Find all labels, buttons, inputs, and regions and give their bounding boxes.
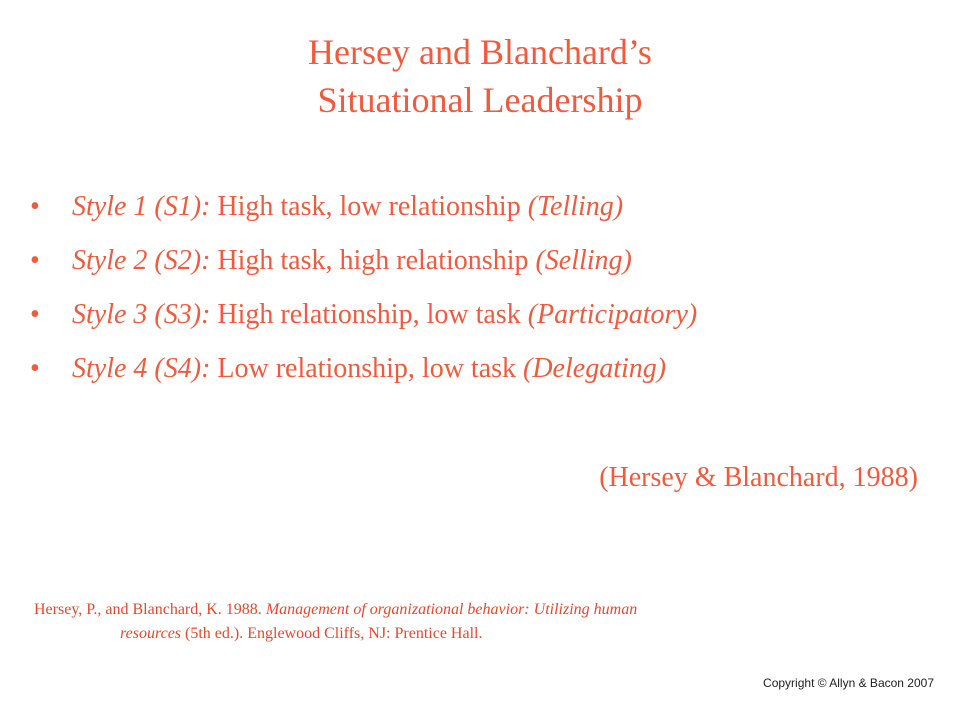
style-description: High relationship, low task [210,299,528,330]
reference-title-part-1: Management of organizational behavior: Utilizing human [265,601,638,618]
list-item-style-3 [30,298,930,332]
reference-line-1 [34,598,934,622]
bullet-icon: • [30,245,40,276]
style-label: Style 1 (S1): [72,191,211,222]
reference-line-2 [34,622,934,646]
style-label: Style 3 (S3): [72,299,211,330]
list-item-style-1 [30,190,930,224]
bullet-icon: • [30,191,40,222]
reference-title-part-2: resources [120,625,182,642]
title-line-1: Hersey and Blanchard’s [308,32,652,72]
leadership-styles-list [30,190,930,406]
list-item-style-2 [30,244,930,278]
style-type: (Telling) [527,191,624,222]
bullet-icon: • [30,299,40,330]
reference-authors: Hersey, P., and Blanchard, K. 1988. [34,601,266,618]
citation: (Hersey & Blanchard, 1988) [599,462,918,493]
style-label: Style 4 (S4): [72,353,211,384]
style-label: Style 2 (S2): [72,245,211,276]
title-line-2: Situational Leadership [317,80,643,120]
style-description: Low relationship, low task [210,353,524,384]
bullet-icon: • [30,353,40,384]
style-type: (Participatory) [527,299,698,330]
list-item-style-4 [30,352,930,386]
reference [34,598,934,646]
reference-details: (5th ed.). Englewood Cliffs, NJ: Prentice Hall. [181,625,483,642]
copyright-notice: Copyright © Allyn & Bacon 2007 [763,676,934,690]
style-type: (Selling) [535,245,632,276]
style-type: (Delegating) [523,353,667,384]
slide-title [0,28,960,124]
style-description: High task, low relationship [210,191,528,222]
style-description: High task, high relationship [210,245,536,276]
